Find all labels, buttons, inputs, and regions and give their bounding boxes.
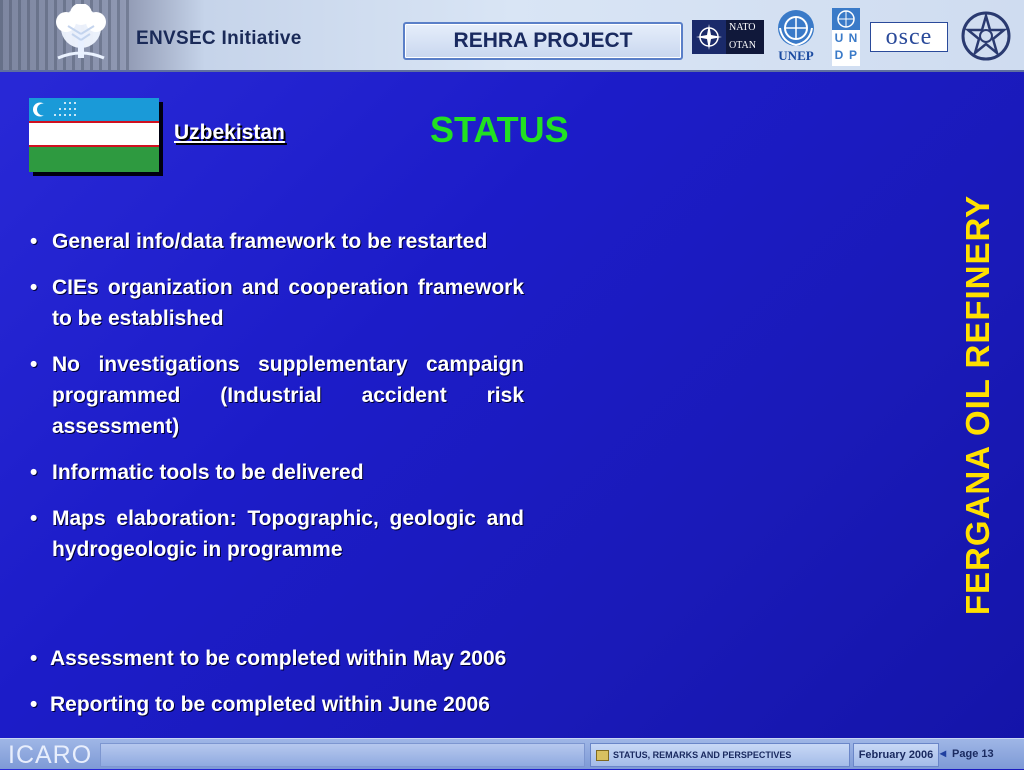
page-indicator — [940, 741, 1020, 765]
status-bullet-list — [30, 226, 524, 580]
un-wreath-icon — [772, 8, 820, 48]
folder-icon — [596, 750, 609, 761]
list-item: • CIEs organization and cooperation framework to be established — [30, 272, 524, 334]
nato-label: NATO — [729, 22, 756, 33]
slide-header — [0, 0, 1024, 72]
undp-letter-d: D — [834, 48, 844, 62]
refinery-title: FERGANA OIL REFINERY — [959, 194, 996, 616]
un-emblem-icon — [832, 8, 860, 30]
uzbekistan-flag — [29, 98, 159, 172]
unep-logo — [772, 8, 820, 64]
envsec-tree-logo — [38, 4, 124, 66]
list-item: • Maps elaboration: Topographic, geologic and hydrogeologic in programme — [30, 503, 524, 565]
slide-footer — [0, 738, 1024, 769]
list-item: • Assessment to be completed within May 2006 — [30, 643, 506, 674]
crescent-stars-icon — [29, 98, 89, 121]
footer-bar — [100, 743, 585, 767]
list-item: • General info/data framework to be restarted — [30, 226, 524, 257]
section-label: STATUS, REMARKS AND PERSPECTIVES — [613, 750, 792, 760]
list-item: • No investigations supplementary campaign programmed (Industrial accident risk assessment) — [30, 349, 524, 442]
rehra-project-button[interactable]: REHRA PROJECT — [403, 22, 683, 60]
list-item: • Informatic tools to be delivered — [30, 457, 524, 488]
undp-logo — [832, 8, 860, 66]
envsec-title: ENVSEC Initiative — [136, 28, 302, 49]
italy-emblem-icon — [960, 10, 1012, 62]
undp-letter-p: P — [848, 48, 857, 62]
page-label: Page — [952, 748, 979, 760]
nato-logo — [692, 20, 764, 54]
osce-logo — [870, 22, 948, 52]
slide-title: STATUS — [430, 109, 569, 150]
deadline-bullet-list — [30, 643, 506, 735]
unep-label: UNEP — [778, 48, 814, 63]
osce-label: osce — [885, 24, 933, 50]
undp-letter-n: N — [848, 31, 858, 45]
otan-label: OTAN — [729, 40, 756, 51]
prev-page-icon[interactable]: ◂ — [940, 746, 947, 760]
country-label: Uzbekistan — [174, 121, 285, 144]
icaro-logo: ICARO — [8, 741, 93, 769]
section-button[interactable] — [590, 743, 850, 767]
date-label: February 2006 — [853, 743, 939, 767]
list-item: • Reporting to be completed within June 2006 — [30, 689, 506, 720]
page-number: 13 — [981, 748, 994, 760]
undp-letter-u: U — [834, 31, 844, 45]
